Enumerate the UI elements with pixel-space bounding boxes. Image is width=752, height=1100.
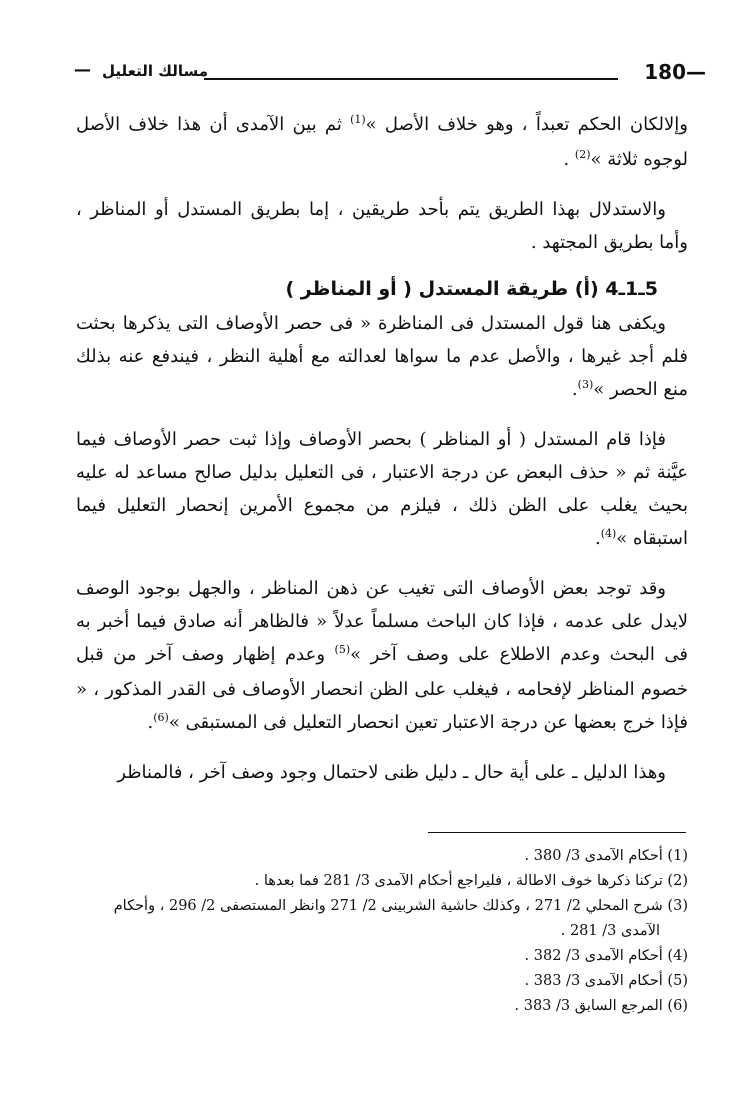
header-rule: [204, 78, 618, 80]
page-number-dash: —: [686, 60, 706, 84]
paragraph-text: .: [563, 149, 575, 170]
paragraph-1: [76, 108, 688, 178]
footnote-4: (4) أحكام الآمدى 3/ 382 .: [524, 948, 688, 964]
footnote-5: (5) أحكام الآمدى 3/ 383 .: [524, 973, 688, 989]
footnote-ref: (3): [577, 378, 594, 391]
paragraph-text: ويكفى هنا قول المستدل فى المناظرة « فى حصر الأوصاف التى يذكرها بحثت فلم أجد غيرها ، والأصل عدم ما سواها لعدالته مع أهلية النظر ، فيندفع عنه بذلك منع الحصر »: [76, 313, 688, 400]
footnotes: [76, 844, 688, 1019]
paragraph-text: .: [147, 712, 154, 733]
paragraph-text: .: [594, 528, 601, 549]
footnote-3-continuation: الآمدى 3/ 281 .: [560, 923, 660, 939]
page-header: [74, 60, 706, 90]
footnote-1: (1) أحكام الآمدى 3/ 380 .: [524, 848, 688, 864]
paragraph-text: وقد توجد بعض الأوصاف التى تغيب عن ذهن المناظر ، والجهل بوجود الوصف لايدل على عدمه ، فإذا كان الباحث مسلماً عدلاً « فالظاهر أنه صادق فيما أخبر به فى البحث وعدم الاطلاع على وصف آخر »: [76, 578, 688, 665]
paragraph-text: وعدم إظهار وصف آخر من قبل خصوم المناظر لإفحامه ، فيغلب على الظن انحصار الأوصاف فى القدر المذكور ، « فإذا خرج بعضها عن درجة الاعتبار تعين انحصار التعليل فى المستبقى »: [76, 644, 688, 733]
running-title-dash: —: [74, 60, 91, 80]
footnote-ref: (1): [350, 113, 366, 126]
page-number: 180: [644, 60, 686, 84]
paragraph-text: وإلالكان الحكم تعبداً ، وهو خلاف الأصل »: [365, 114, 688, 135]
paragraph-6: وهذا الدليل ـ على أية حال ـ دليل ظنى لاحتمال وجود وصف آخر ، فالمناظر: [117, 762, 666, 783]
footnote-6: (6) المرجع السابق 3/ 383 .: [514, 998, 688, 1014]
footnote-2: (2) تركنا ذكرها خوف الاطالة ، فليراجع أحكام الآمدى 3/ 281 فما بعدها .: [254, 873, 688, 889]
section-heading: 5ـ1ـ4 (أ) طريقة المستدل ( أو المناظر ): [285, 278, 658, 300]
footnote-3: (3) شرح المحلي 2/ 271 ، وكذلك حاشية الشربينى 2/ 271 وانظر المستصفى 2/ 296 ، وأحكام: [113, 898, 688, 914]
paragraph-text: فإذا قام المستدل ( أو المناظر ) بحصر الأوصاف وإذا ثبت حصر الأوصاف فيما عيَّنة ثم « حذف البعض عن درجة الاعتبار ، فى التعليل بدليل صالح مساعد له عليه بحيث يغلب على الظن ذلك ، فيلزم من مجموع الأمرين إنحصار التعليل فيما استبقاه »: [76, 429, 688, 549]
footnote-3-continued: [76, 919, 688, 944]
footnote-ref: (4): [600, 527, 617, 540]
paragraph-4: [76, 423, 688, 557]
main-text: [76, 108, 688, 804]
footnote-ref: (6): [153, 711, 169, 724]
footnote-ref: (5): [334, 643, 351, 656]
paragraph-5: [76, 572, 688, 741]
paragraph-text: .: [571, 379, 578, 400]
paragraph-text: ثم بين الآمدى أن هذا خلاف الأصل لوجوه ثلاثة »: [76, 114, 688, 170]
footnote-ref: (2): [574, 148, 591, 161]
footnote-separator: [428, 832, 686, 833]
paragraph-2: والاستدلال بهذا الطريق يتم بأحد طريقين ، إما بطريق المستدل أو المناظر ، وأما بطريق المجتهد .: [76, 199, 688, 253]
paragraph-3: [76, 307, 688, 408]
running-title: مسالك التعليل: [102, 62, 209, 80]
